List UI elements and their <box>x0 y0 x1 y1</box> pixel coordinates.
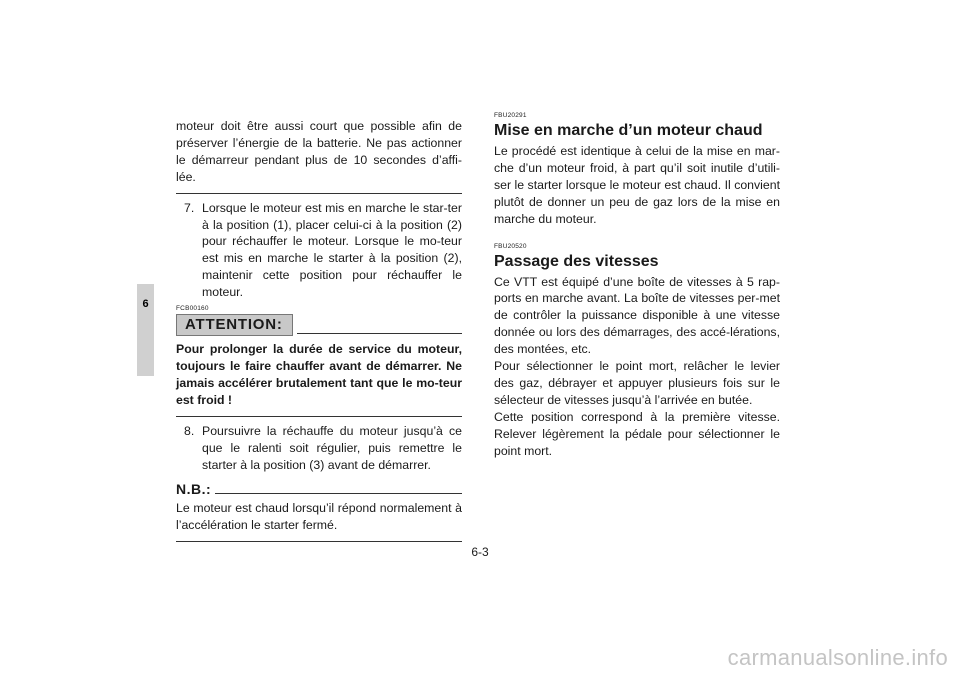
section1-text: Le procédé est identique à celui de la mise en mar-che d’un moteur froid, à part qu’il soit inutile d’utili-ser le starter lorsque le moteur est chaud. Il convient plutôt de donner un peu de gaz lors de la mise en marche du moteur. <box>494 144 780 226</box>
attention-rule <box>297 333 462 334</box>
nb-label: N.B.: <box>176 481 212 498</box>
chapter-tab <box>137 284 154 376</box>
section2-title: Passage des vitesses <box>494 252 659 270</box>
section2-para1: Ce VTT est équipé d’une boîte de vitesses à 5 rap-ports en marche avant. La boîte de vitesses per-met de contrôler la puissance disponible à une vitesse donnée ou lors des démarrages, des accé-lérations, des montées, etc. <box>494 274 780 357</box>
right-column <box>494 112 780 460</box>
watermark: carmanualsonline.info <box>727 645 948 670</box>
nb-end-rule <box>176 541 462 542</box>
section1-title: Mise en marche d’un moteur chaud <box>494 122 763 139</box>
page-number: 6-3 <box>471 545 489 559</box>
attention-label: ATTENTION: <box>176 314 293 336</box>
step-7-number: 7. <box>184 200 195 215</box>
section2-code: FBU20520 <box>494 242 527 250</box>
step-8-number: 8. <box>184 423 195 438</box>
intro-paragraph: moteur doit être aussi court que possible afin de préserver l’énergie de la batterie. Ne pas actionner le démarreur pendant plus de 10 secondes d’affi-lée. <box>176 119 462 184</box>
left-column <box>176 118 462 548</box>
attention-header <box>176 314 462 336</box>
step-7 <box>176 200 462 301</box>
attention-text: Pour prolonger la durée de service du moteur, toujours le faire chauffer avant de démarrer. Ne jamais accélérer brutalement tant que le mo-teur est froid ! <box>176 342 462 407</box>
chapter-tab-number: 6 <box>142 298 149 310</box>
attention-code: FCB00160 <box>176 305 209 313</box>
nb-text: Le moteur est chaud lorsqu’il répond normalement à l’accélération le starter fermé. <box>176 501 462 533</box>
attention-end-rule <box>176 416 462 417</box>
divider <box>176 193 462 194</box>
section1-code: FBU20291 <box>494 112 527 119</box>
nb-header <box>176 481 462 497</box>
step-7-text: Lorsque le moteur est mis en marche le star-ter à la position (1), placer celui-ci à la position (2) pour réchauffer le moteur. Lorsque le mo-teur est mis en marche le starter à la position (2), maintenir cette position pour réchauffer le moteur. <box>202 200 462 300</box>
nb-rule <box>215 493 462 494</box>
step-8 <box>176 423 462 474</box>
section2-para3: Cette position correspond à la première vitesse. Relever légèrement la pédale pour sélectionner le point mort. <box>494 409 780 458</box>
step-8-text: Poursuivre la réchauffe du moteur jusqu’à ce que le ralenti soit régulier, puis remettre le starter à la position (3) avant de démarrer. <box>202 423 462 472</box>
section2-para2: Pour sélectionner le point mort, relâcher le levier des gaz, débrayer et appuyer plusieurs fois sur le sélecteur de vitesses jusqu’à l’arrivée en butée. <box>494 359 780 407</box>
